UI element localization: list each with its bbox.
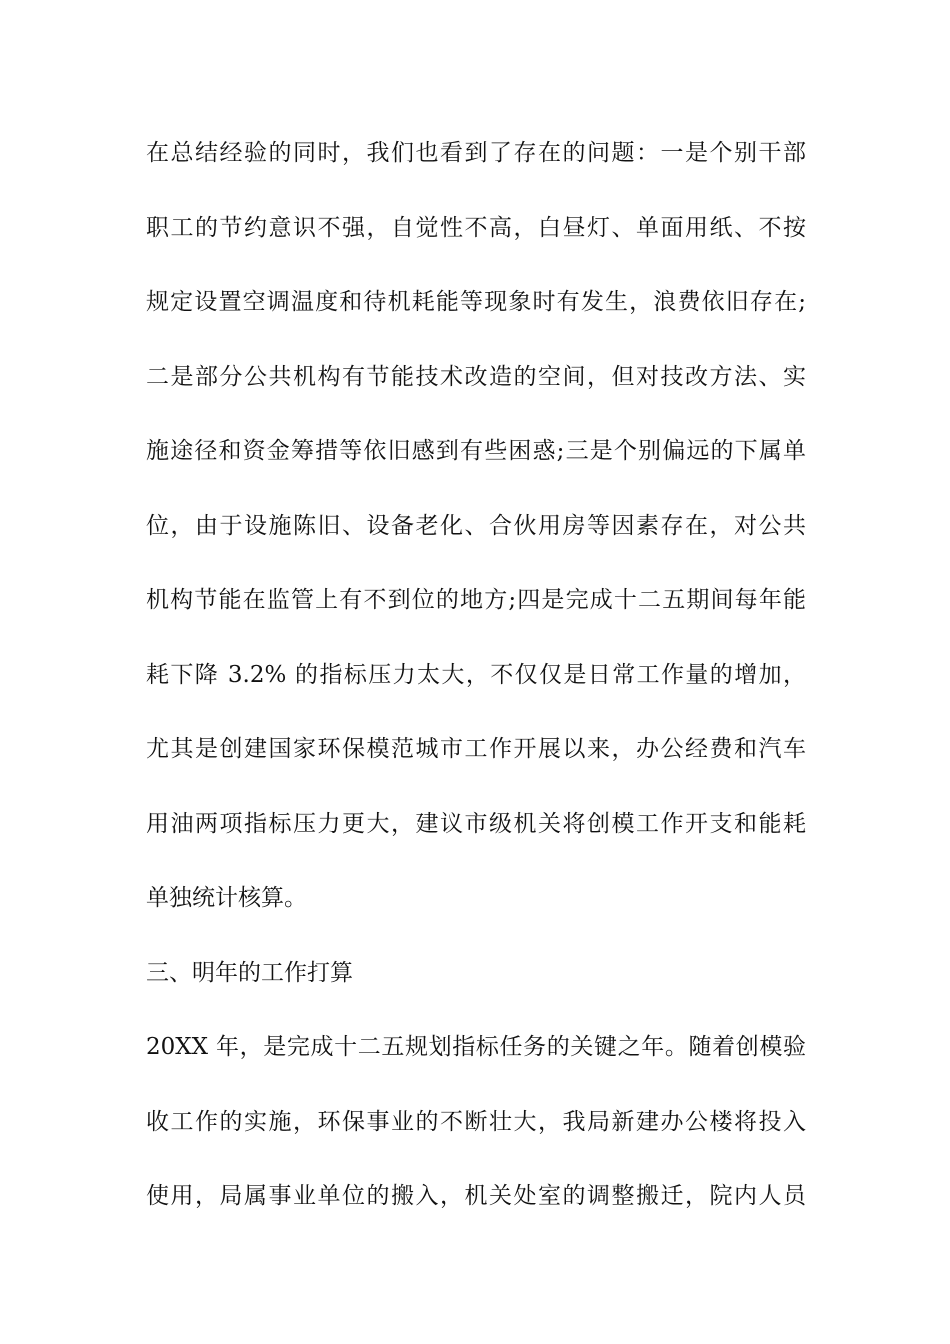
text-line: 职工的节约意识不强，自觉性不高，白昼灯、单面用纸、不按 [146,214,806,241]
text-line: 机构节能在监管上有不到位的地方;四是完成十二五期间每年能 [146,587,806,613]
document-body [146,128,806,1246]
text-line: 用油两项指标压力更大，建议市级机关将创模工作开支和能耗 [146,810,806,837]
text-line: 尤其是创建国家环保模范城市工作开展以来，办公经费和汽车 [146,736,806,762]
paragraph-problems [146,128,806,948]
text-line: 使用，局属事业单位的搬入，机关处室的调整搬迁，院内人员 [146,1183,806,1209]
text-line: 规定设置空调温度和待机耗能等现象时有发生，浪费依旧存在; [146,289,806,315]
text-line: 在总结经验的同时，我们也看到了存在的问题：一是个别干部 [146,140,806,166]
text-line: 单独统计核算。 [146,885,307,911]
text-line: 20XX 年，是完成十二五规划指标任务的关键之年。随着创模验 [146,1034,806,1060]
text-line: 位，由于设施陈旧、设备老化、合伙用房等因素存在，对公共 [146,512,806,539]
text-line: 收工作的实施，环保事业的不断壮大，我局新建办公楼将投入 [146,1108,806,1135]
text-line: 二是部分公共机构有节能技术改造的空间，但对技改方法、实 [146,363,806,390]
text-line: 施途径和资金筹措等依旧感到有些困惑;三是个别偏远的下属单 [146,438,806,464]
heading-text: 三、明年的工作打算 [146,959,353,986]
section-heading [146,948,806,1023]
text-line: 耗下降 3.2% 的指标压力太大，不仅仅是日常工作量的增加， [146,661,806,688]
paragraph-next-year [146,1022,806,1246]
